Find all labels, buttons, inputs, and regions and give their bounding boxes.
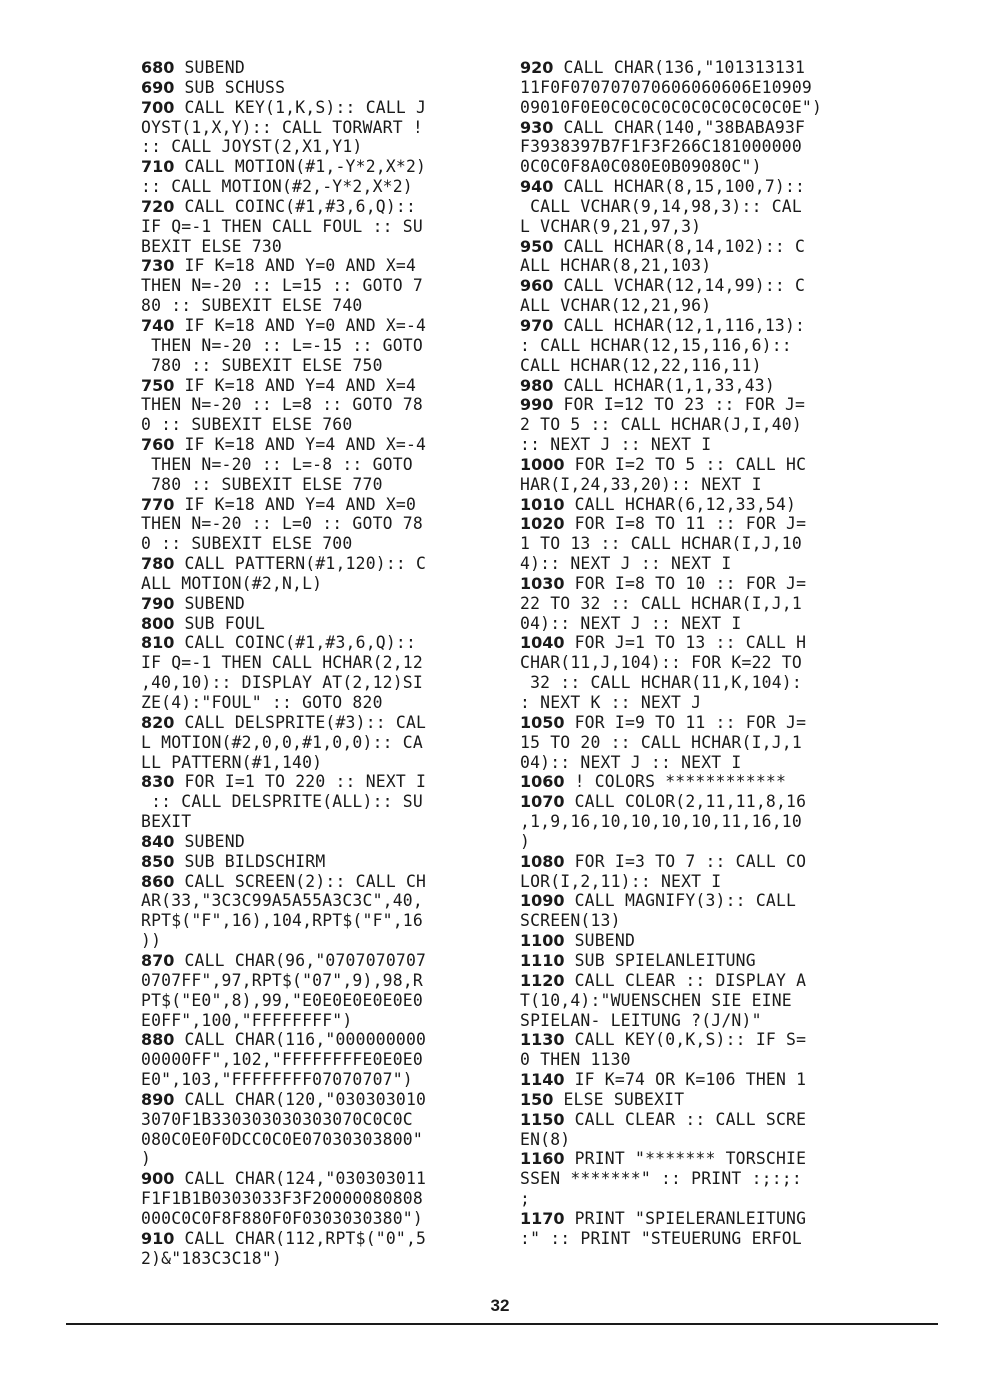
code-line: THEN N=-20 :: L=-8 :: GOTO bbox=[141, 454, 413, 474]
code-line: 09010F0E0C0C0C0C0C0C0C0C0C0E") bbox=[520, 97, 823, 117]
code-line: 11F0F070707070606060606E10909 bbox=[520, 77, 812, 97]
line-number: 750 bbox=[141, 375, 175, 395]
line-number: 860 bbox=[141, 871, 175, 891]
code-line: 920 CALL CHAR(136,"101313131 bbox=[520, 58, 806, 77]
line-number: 1050 bbox=[520, 712, 565, 732]
code-line: 880 CALL CHAR(116,"000000000 bbox=[141, 1030, 427, 1050]
code-line: THEN N=-20 :: L=8 :: GOTO 78 bbox=[141, 395, 423, 415]
code-line: 1140 IF K=74 OR K=106 THEN 1 bbox=[520, 1070, 807, 1090]
code-line: 1010 CALL HCHAR(6,12,33,54) bbox=[520, 494, 797, 514]
code-line: CALL HCHAR(12,22,116,11) bbox=[520, 355, 762, 375]
line-number: 1160 bbox=[520, 1149, 565, 1169]
code-line: THEN N=-20 :: L=15 :: GOTO 7 bbox=[141, 276, 423, 296]
code-line: 1170 PRINT "SPIELERANLEITUNG bbox=[520, 1208, 807, 1228]
code-line: 0 THEN 1130 bbox=[520, 1050, 631, 1070]
code-line: 960 CALL VCHAR(12,14,99):: C bbox=[520, 276, 806, 296]
code-line: LOR(I,2,11):: NEXT I bbox=[520, 871, 722, 891]
listing-column-right bbox=[520, 58, 872, 1249]
footer-rule bbox=[66, 1323, 938, 1325]
code-line: 830 FOR I=1 TO 220 :: NEXT I bbox=[141, 772, 427, 792]
line-number: 840 bbox=[141, 831, 175, 851]
code-line: CALL VCHAR(9,14,98,3):: CAL bbox=[520, 196, 802, 216]
listing-column-left bbox=[141, 58, 493, 1268]
code-line: OYST(1,X,Y):: CALL TORWART ! bbox=[141, 117, 423, 137]
line-number: 1100 bbox=[520, 931, 565, 951]
line-number: 730 bbox=[141, 256, 175, 276]
code-line: 1100 SUBEND bbox=[520, 931, 636, 951]
code-line: :: NEXT J :: NEXT I bbox=[520, 435, 712, 455]
code-line: 1050 FOR I=9 TO 11 :: FOR J= bbox=[520, 712, 807, 732]
code-line: 1110 SUB SPIELANLEITUNG bbox=[520, 950, 756, 970]
code-line: IF Q=-1 THEN CALL FOUL :: SU bbox=[141, 216, 423, 236]
line-number: 150 bbox=[520, 1089, 554, 1109]
code-line: 730 IF K=18 AND Y=0 AND X=4 bbox=[141, 256, 417, 276]
line-number: 760 bbox=[141, 435, 175, 455]
line-number: 740 bbox=[141, 315, 175, 335]
code-line: 2)&"183C3C18") bbox=[141, 1248, 282, 1268]
code-line: 1160 PRINT "******* TORSCHIE bbox=[520, 1149, 807, 1169]
line-number: 1020 bbox=[520, 514, 565, 534]
code-line: CHAR(11,J,104):: FOR K=22 TO bbox=[520, 653, 802, 673]
code-line: 1080 FOR I=3 TO 7 :: CALL CO bbox=[520, 851, 807, 871]
code-line: SPIELAN- LEITUNG ?(J/N)" bbox=[520, 1010, 762, 1030]
line-number: 960 bbox=[520, 276, 554, 296]
line-number: 790 bbox=[141, 593, 175, 613]
code-line: 1020 FOR I=8 TO 11 :: FOR J= bbox=[520, 514, 807, 534]
code-line: 890 CALL CHAR(120,"030303010 bbox=[141, 1089, 427, 1109]
code-line: THEN N=-20 :: L=0 :: GOTO 78 bbox=[141, 514, 423, 534]
code-line: 970 CALL HCHAR(12,1,116,13): bbox=[520, 315, 806, 335]
code-line: 740 IF K=18 AND Y=0 AND X=-4 bbox=[141, 315, 427, 335]
code-line: F3938397B7F1F3F266C181000000 bbox=[520, 137, 802, 157]
code-line: 810 CALL COINC(#1,#3,6,Q):: bbox=[141, 633, 417, 653]
code-line: 780 :: SUBEXIT ELSE 750 bbox=[141, 355, 383, 375]
line-number: 910 bbox=[141, 1228, 175, 1248]
code-line: 32 :: CALL HCHAR(11,K,104): bbox=[520, 673, 802, 693]
code-line: 0C0C0F8A0C080E0B09080C") bbox=[520, 157, 762, 177]
code-line: 750 IF K=18 AND Y=4 AND X=4 bbox=[141, 375, 417, 395]
code-line: 840 SUBEND bbox=[141, 831, 245, 851]
code-line: 690 SUB SCHUSS bbox=[141, 77, 286, 97]
line-number: 920 bbox=[520, 58, 554, 77]
code-line: IF Q=-1 THEN CALL HCHAR(2,12 bbox=[141, 653, 423, 673]
code-line: 700 CALL KEY(1,K,S):: CALL J bbox=[141, 97, 427, 117]
code-line: 04):: NEXT J :: NEXT I bbox=[520, 613, 742, 633]
code-line: 150 ELSE SUBEXIT bbox=[520, 1089, 685, 1109]
line-number: 870 bbox=[141, 950, 175, 970]
code-line: ,1,9,16,10,10,10,10,11,16,10 bbox=[520, 812, 802, 832]
line-number: 1110 bbox=[520, 950, 565, 970]
code-line: 820 CALL DELSPRITE(#3):: CAL bbox=[141, 712, 427, 732]
code-line: 1130 CALL KEY(0,K,S):: IF S= bbox=[520, 1030, 807, 1050]
code-line: 770 IF K=18 AND Y=4 AND X=0 bbox=[141, 494, 417, 514]
code-line: 680 SUBEND bbox=[141, 58, 245, 77]
code-line: E0",103,"FFFFFFFF07070707") bbox=[141, 1070, 413, 1090]
code-line: 1000 FOR I=2 TO 5 :: CALL HC bbox=[520, 454, 807, 474]
code-line: RPT$("F",16),104,RPT$("F",16 bbox=[141, 911, 423, 931]
code-line: AR(33,"3C3C99A5A55A3C3C",40, bbox=[141, 891, 423, 911]
code-line: 0 :: SUBEXIT ELSE 760 bbox=[141, 415, 353, 435]
code-line: 15 TO 20 :: CALL HCHAR(I,J,1 bbox=[520, 732, 802, 752]
code-line: ) bbox=[141, 1149, 152, 1169]
code-line: :" :: PRINT "STEUERUNG ERFOL bbox=[520, 1228, 802, 1248]
code-line: 780 CALL PATTERN(#1,120):: C bbox=[141, 554, 427, 574]
code-line: :: CALL MOTION(#2,-Y*2,X*2) bbox=[141, 177, 413, 197]
code-line: 990 FOR I=12 TO 23 :: FOR J= bbox=[520, 395, 806, 415]
code-line: L MOTION(#2,0,0,#1,0,0):: CA bbox=[141, 732, 423, 752]
code-line: ZE(4):"FOUL" :: GOTO 820 bbox=[141, 693, 383, 712]
code-line: 080C0E0F0DCC0C0E07030303800" bbox=[141, 1129, 423, 1149]
code-line: ,40,10):: DISPLAY AT(2,12)SI bbox=[141, 673, 423, 693]
code-line: 80 :: SUBEXIT ELSE 740 bbox=[141, 296, 363, 316]
line-number: 890 bbox=[141, 1089, 175, 1109]
code-line: 0 :: SUBEXIT ELSE 700 bbox=[141, 534, 353, 554]
code-line: PT$("E0",8),99,"E0E0E0E0E0E0 bbox=[141, 990, 423, 1010]
code-line: :: CALL DELSPRITE(ALL):: SU bbox=[141, 792, 423, 812]
code-line: 1150 CALL CLEAR :: CALL SCRE bbox=[520, 1109, 807, 1129]
line-number: 680 bbox=[141, 58, 175, 77]
code-line: 1040 FOR J=1 TO 13 :: CALL H bbox=[520, 633, 807, 653]
code-line: 720 CALL COINC(#1,#3,6,Q):: bbox=[141, 196, 417, 216]
line-number: 720 bbox=[141, 196, 175, 216]
line-number: 820 bbox=[141, 712, 175, 732]
line-number: 700 bbox=[141, 97, 175, 117]
code-line: 22 TO 32 :: CALL HCHAR(I,J,1 bbox=[520, 593, 802, 613]
code-line: 1 TO 13 :: CALL HCHAR(I,J,10 bbox=[520, 534, 802, 554]
line-number: 780 bbox=[141, 554, 175, 574]
code-line: ALL VCHAR(12,21,96) bbox=[520, 296, 712, 316]
code-line: 1030 FOR I=8 TO 10 :: FOR J= bbox=[520, 573, 807, 593]
line-number: 1130 bbox=[520, 1030, 565, 1050]
line-number: 1030 bbox=[520, 573, 565, 593]
code-line: 860 CALL SCREEN(2):: CALL CH bbox=[141, 871, 427, 891]
line-number: 830 bbox=[141, 772, 175, 792]
line-number: 1120 bbox=[520, 970, 565, 990]
line-number: 1140 bbox=[520, 1070, 565, 1090]
line-number: 1170 bbox=[520, 1208, 565, 1228]
line-number: 990 bbox=[520, 395, 554, 415]
code-line: 000C0C0F8F880F0F0303030380") bbox=[141, 1208, 423, 1228]
line-number: 940 bbox=[520, 177, 554, 197]
code-line: 2 TO 5 :: CALL HCHAR(J,I,40) bbox=[520, 415, 802, 435]
code-line: ALL HCHAR(8,21,103) bbox=[520, 256, 712, 276]
code-line: 800 SUB FOUL bbox=[141, 613, 266, 633]
code-line: )) bbox=[141, 931, 162, 951]
code-line: 0707FF",97,RPT$("07",9),98,R bbox=[141, 970, 423, 990]
code-line: 850 SUB BILDSCHIRM bbox=[141, 851, 326, 871]
code-line: ) bbox=[520, 831, 531, 851]
code-line: 870 CALL CHAR(96,"0707070707 bbox=[141, 950, 427, 970]
line-number: 1010 bbox=[520, 494, 565, 514]
line-number: 880 bbox=[141, 1030, 175, 1050]
line-number: 980 bbox=[520, 375, 554, 395]
line-number: 900 bbox=[141, 1169, 175, 1189]
code-line: 4):: NEXT J :: NEXT I bbox=[520, 554, 732, 574]
code-line: THEN N=-20 :: L=-15 :: GOTO bbox=[141, 335, 423, 355]
line-number: 1040 bbox=[520, 633, 565, 653]
code-line: F1F1B1B0303033F3F20000080808 bbox=[141, 1189, 423, 1209]
line-number: 690 bbox=[141, 77, 175, 97]
line-number: 970 bbox=[520, 315, 554, 335]
code-line: 980 CALL HCHAR(1,1,33,43) bbox=[520, 375, 775, 395]
code-line: SSEN *******" :: PRINT :;:;: bbox=[520, 1169, 802, 1189]
line-number: 1060 bbox=[520, 772, 565, 792]
code-line: : NEXT K :: NEXT J bbox=[520, 693, 702, 712]
line-number: 1080 bbox=[520, 851, 565, 871]
code-line: 1070 CALL COLOR(2,11,11,8,16 bbox=[520, 792, 807, 812]
code-line: 1120 CALL CLEAR :: DISPLAY A bbox=[520, 970, 807, 990]
code-line: HAR(I,24,33,20):: NEXT I bbox=[520, 474, 762, 494]
code-line: 1060 ! COLORS ************ bbox=[520, 772, 787, 792]
code-line: 1090 CALL MAGNIFY(3):: CALL bbox=[520, 891, 797, 911]
code-line: 940 CALL HCHAR(8,15,100,7):: bbox=[520, 177, 806, 197]
code-line: 930 CALL CHAR(140,"38BABA93F bbox=[520, 117, 806, 137]
code-line: ; bbox=[520, 1189, 531, 1209]
line-number: 950 bbox=[520, 236, 554, 256]
code-line: ALL MOTION(#2,N,L) bbox=[141, 573, 323, 593]
line-number: 850 bbox=[141, 851, 175, 871]
line-number: 1070 bbox=[520, 792, 565, 812]
code-line: EN(8) bbox=[520, 1129, 571, 1149]
code-line: LL PATTERN(#1,140) bbox=[141, 752, 323, 772]
code-line: SCREEN(13) bbox=[520, 911, 621, 931]
code-line: E0FF",100,"FFFFFFFF") bbox=[141, 1010, 353, 1030]
page-number: 32 bbox=[490, 1296, 510, 1315]
line-number: 800 bbox=[141, 613, 175, 633]
line-number: 810 bbox=[141, 633, 175, 653]
line-number: 770 bbox=[141, 494, 175, 514]
code-line: 760 IF K=18 AND Y=4 AND X=-4 bbox=[141, 435, 427, 455]
code-line: 950 CALL HCHAR(8,14,102):: C bbox=[520, 236, 806, 256]
code-line: 04):: NEXT J :: NEXT I bbox=[520, 752, 742, 772]
code-line: 00000FF",102,"FFFFFFFFE0E0E0 bbox=[141, 1050, 423, 1070]
code-line: T(10,4):"WUENSCHEN SIE EINE bbox=[520, 990, 792, 1010]
code-line: L VCHAR(9,21,97,3) bbox=[520, 216, 702, 236]
code-line: 3070F1B330303030303070C0C0C bbox=[141, 1109, 413, 1129]
code-line: : CALL HCHAR(12,15,116,6):: bbox=[520, 335, 792, 355]
code-line: 710 CALL MOTION(#1,-Y*2,X*2) bbox=[141, 157, 427, 177]
code-line: 780 :: SUBEXIT ELSE 770 bbox=[141, 474, 383, 494]
line-number: 930 bbox=[520, 117, 554, 137]
code-line: 900 CALL CHAR(124,"030303011 bbox=[141, 1169, 427, 1189]
line-number: 1090 bbox=[520, 891, 565, 911]
code-line: :: CALL JOYST(2,X1,Y1) bbox=[141, 137, 363, 157]
code-line: BEXIT ELSE 730 bbox=[141, 236, 282, 256]
line-number: 1150 bbox=[520, 1109, 565, 1129]
code-line: 910 CALL CHAR(112,RPT$("0",5 bbox=[141, 1228, 427, 1248]
code-line: 790 SUBEND bbox=[141, 593, 245, 613]
line-number: 710 bbox=[141, 157, 175, 177]
code-line: BEXIT bbox=[141, 812, 192, 832]
line-number: 1000 bbox=[520, 454, 565, 474]
